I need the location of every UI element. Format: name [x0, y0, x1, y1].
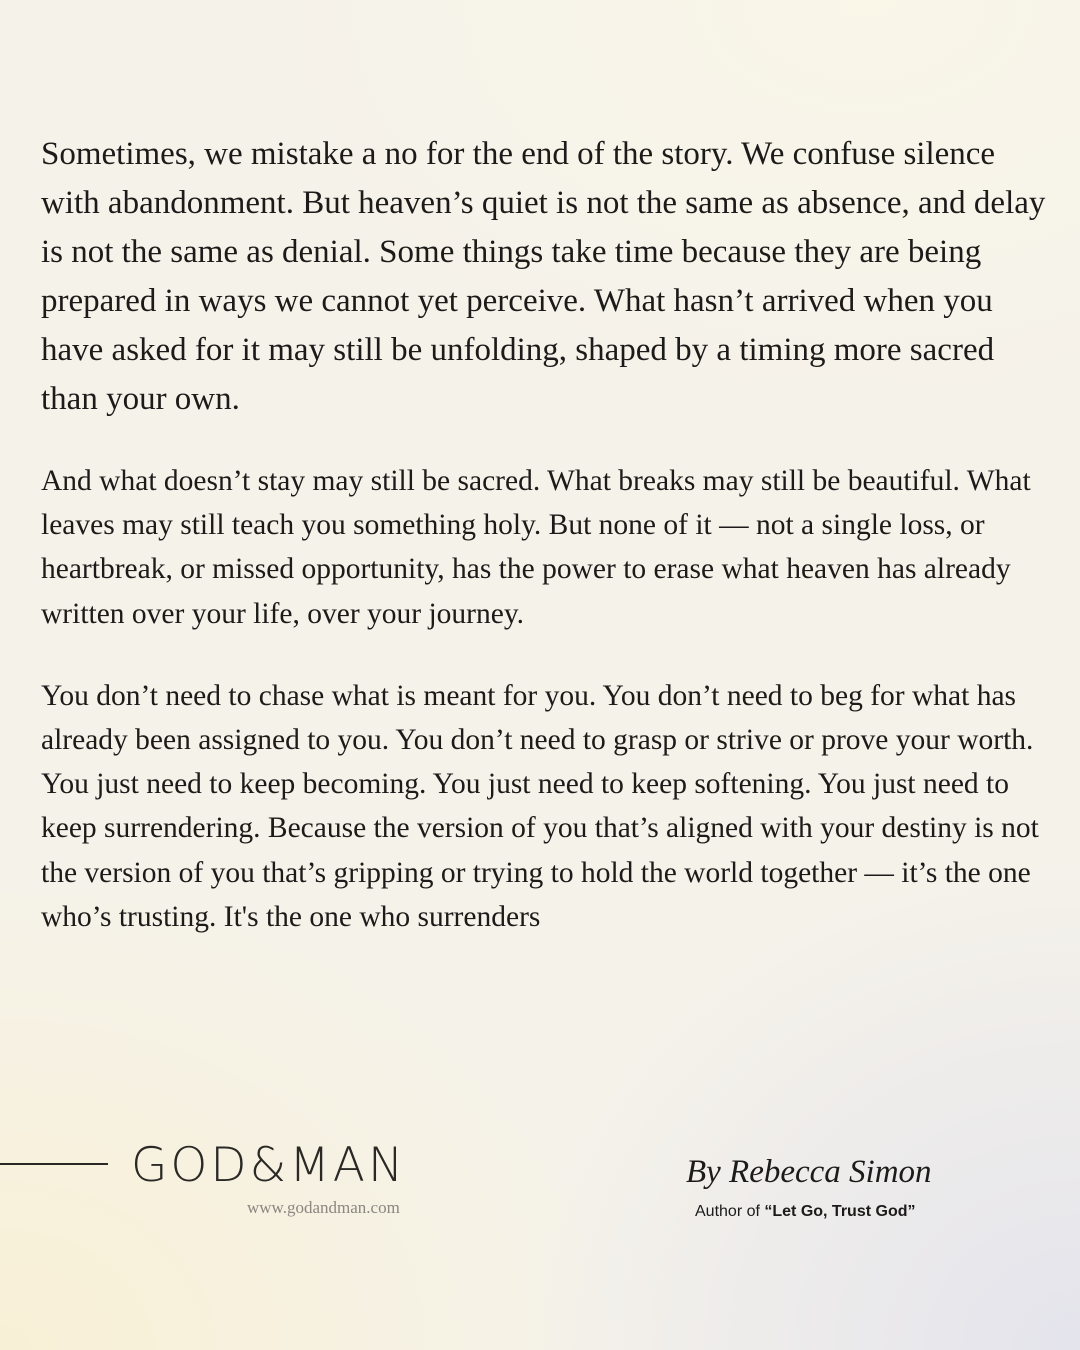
brand-website: www.godandman.com: [247, 1198, 400, 1217]
quote-paragraph-2: And what doesn’t stay may still be sacred. What breaks may still be beautiful. What leaves may still teach you something holy. But none of it — not a single loss, or heartbreak, or missed opportunity, has the power to erase what heaven has already written over your life, over your journey.: [41, 465, 1031, 630]
quote-paragraph-3: You don’t need to chase what is meant for you. You don’t need to beg for what has already been assigned to you. You don’t need to grasp or strive or prove your worth. You just need to keep becoming. You just need to keep softening. You just need to keep surrendering. Because the version of you that’s aligned with your destiny is not the version of you that’s gripping or trying to hold the world together — it’s the one who’s trusting. It's the one who surrenders: [41, 679, 1039, 933]
footer-divider: [0, 1163, 108, 1165]
brand-logo: GOD&MAN: [131, 1138, 407, 1193]
quote-paragraph-1: Sometimes, we mistake a no for the end of the story. We confuse silence with abandonment. But heaven’s quiet is not the same as absence, and delay is not the same as denial. Some things take time because they are being prepared in ways we cannot yet perceive. What hasn’t arrived when you have asked for it may still be unfolding, shaped by a timing more sacred than your own.: [41, 136, 1046, 417]
author-note: [695, 1203, 915, 1221]
book-title: “Let Go, Trust God”: [764, 1203, 916, 1220]
author-note-prefix: Author of: [695, 1203, 765, 1220]
author-byline: By Rebecca Simon: [686, 1154, 932, 1190]
quote-body: [41, 130, 1051, 939]
